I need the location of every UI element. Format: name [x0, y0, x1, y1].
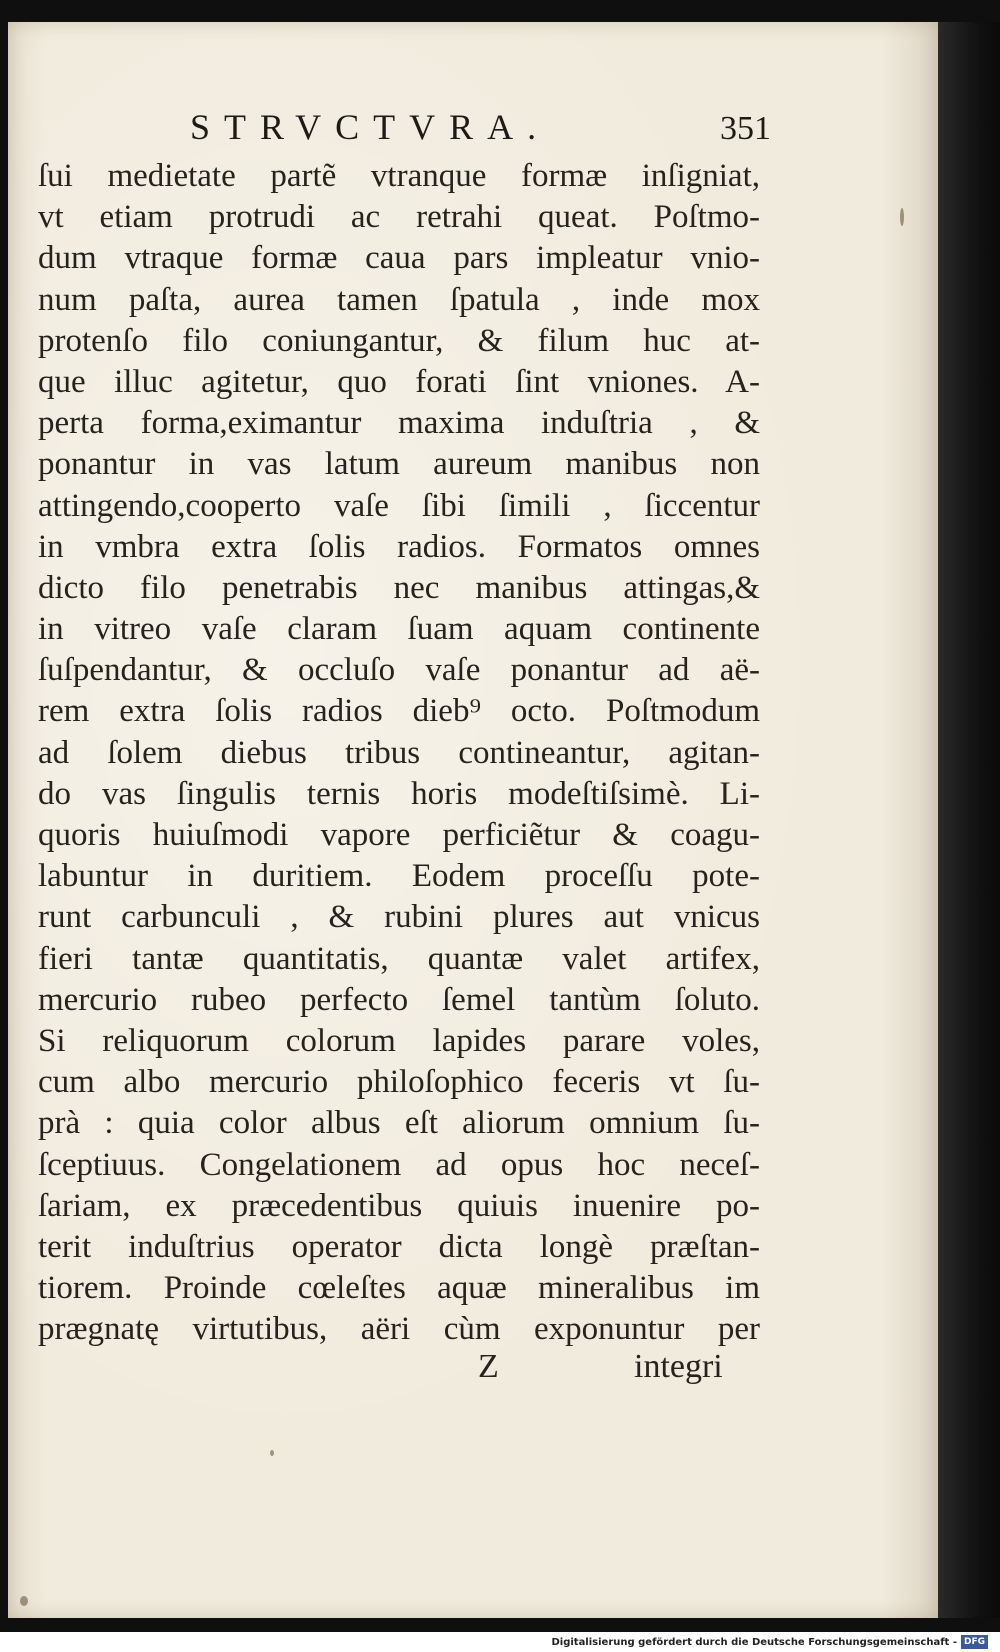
text-line: in vmbra extra ſolis radios. Formatos omnes — [38, 528, 760, 565]
text-line: num paſta, aurea tamen ſpatula , inde mox — [38, 281, 760, 318]
ink-speck — [270, 1450, 274, 1456]
text-line: ponantur in vas latum aureum manibus non — [38, 446, 760, 483]
text-line: perta forma,eximantur maxima induſtria , & — [38, 405, 760, 442]
signature-mark: Z — [478, 1348, 499, 1385]
text-line: rem extra ſolis radios dieb⁹ octo. Poſtmodum — [38, 693, 760, 730]
text-line: quoris huiuſmodi vapore perficiẽtur & coagu- — [38, 817, 760, 853]
catchword: integri — [634, 1348, 723, 1385]
page-number: 351 — [720, 110, 771, 147]
text-line: dum vtraque formæ caua pars impleatur vnio- — [38, 240, 760, 277]
digitization-credit — [551, 1634, 988, 1650]
text-line: ſui medietate partẽ vtranque formæ inſigniat, — [38, 158, 760, 194]
credit-text: Digitalisierung gefördert durch die Deutsche Forschungsgemeinschaft - — [551, 1636, 957, 1648]
ink-speck — [20, 1596, 28, 1606]
text-line: ſuſpendantur, & occluſo vaſe ponantur ad aë- — [38, 652, 760, 689]
text-line: in vitreo vaſe claram ſuam aquam continente — [38, 611, 760, 648]
text-line: mercurio rubeo perfecto ſemel tantùm ſoluto. — [38, 981, 760, 1018]
text-line: cum albo mercurio philoſophico feceris vt ſu- — [38, 1064, 760, 1101]
page-edge-shadow — [938, 22, 1000, 1618]
text-line: dicto filo penetrabis nec manibus attingas,& — [38, 569, 760, 606]
text-line: ſariam, ex præcedentibus quiuis inuenire po- — [38, 1187, 760, 1224]
text-line: ad ſolem diebus tribus contineantur, agitan- — [38, 734, 760, 771]
running-head: STRVCTVRA. — [190, 107, 551, 147]
text-line: ſceptiuus. Congelationem ad opus hoc neceſ- — [38, 1146, 760, 1183]
text-line: fieri tantæ quantitatis, quantæ valet artifex, — [38, 940, 760, 977]
text-line: do vas ſingulis ternis horis modeſtiſsimè. Li- — [38, 775, 760, 812]
ink-speck — [900, 208, 904, 226]
text-line: Si reliquorum colorum lapides parare voles, — [38, 1022, 760, 1059]
text-line: labuntur in duritiem. Eodem proceſſu pote- — [38, 858, 760, 895]
text-line: runt carbunculi , & rubini plures aut vnicus — [38, 899, 760, 936]
text-line: prægnatę virtutibus, aëri cùm exponuntur per — [38, 1311, 760, 1348]
page-header — [190, 106, 770, 154]
text-line: protenſo filo coniungantur, & filum huc at- — [38, 322, 760, 359]
page-footer — [478, 1348, 748, 1392]
text-line: terit induſtrius operator dicta longè præſtan- — [38, 1228, 760, 1265]
body-text — [38, 156, 760, 1350]
dfg-logo: DFG — [961, 1635, 988, 1649]
text-line: tiorem. Proinde cœleſtes aquæ mineralibus im — [38, 1270, 760, 1307]
text-line: vt etiam protrudi ac retrahi queat. Poſtmo- — [38, 199, 760, 236]
text-line: attingendo,cooperto vaſe ſibi ſimili , ſiccentur — [38, 487, 760, 524]
text-line: prà : quia color albus eſt aliorum omnium ſu- — [38, 1105, 760, 1142]
text-line: que illuc agitetur, quo forati ſint vniones. A- — [38, 363, 760, 400]
book-page — [8, 22, 938, 1618]
